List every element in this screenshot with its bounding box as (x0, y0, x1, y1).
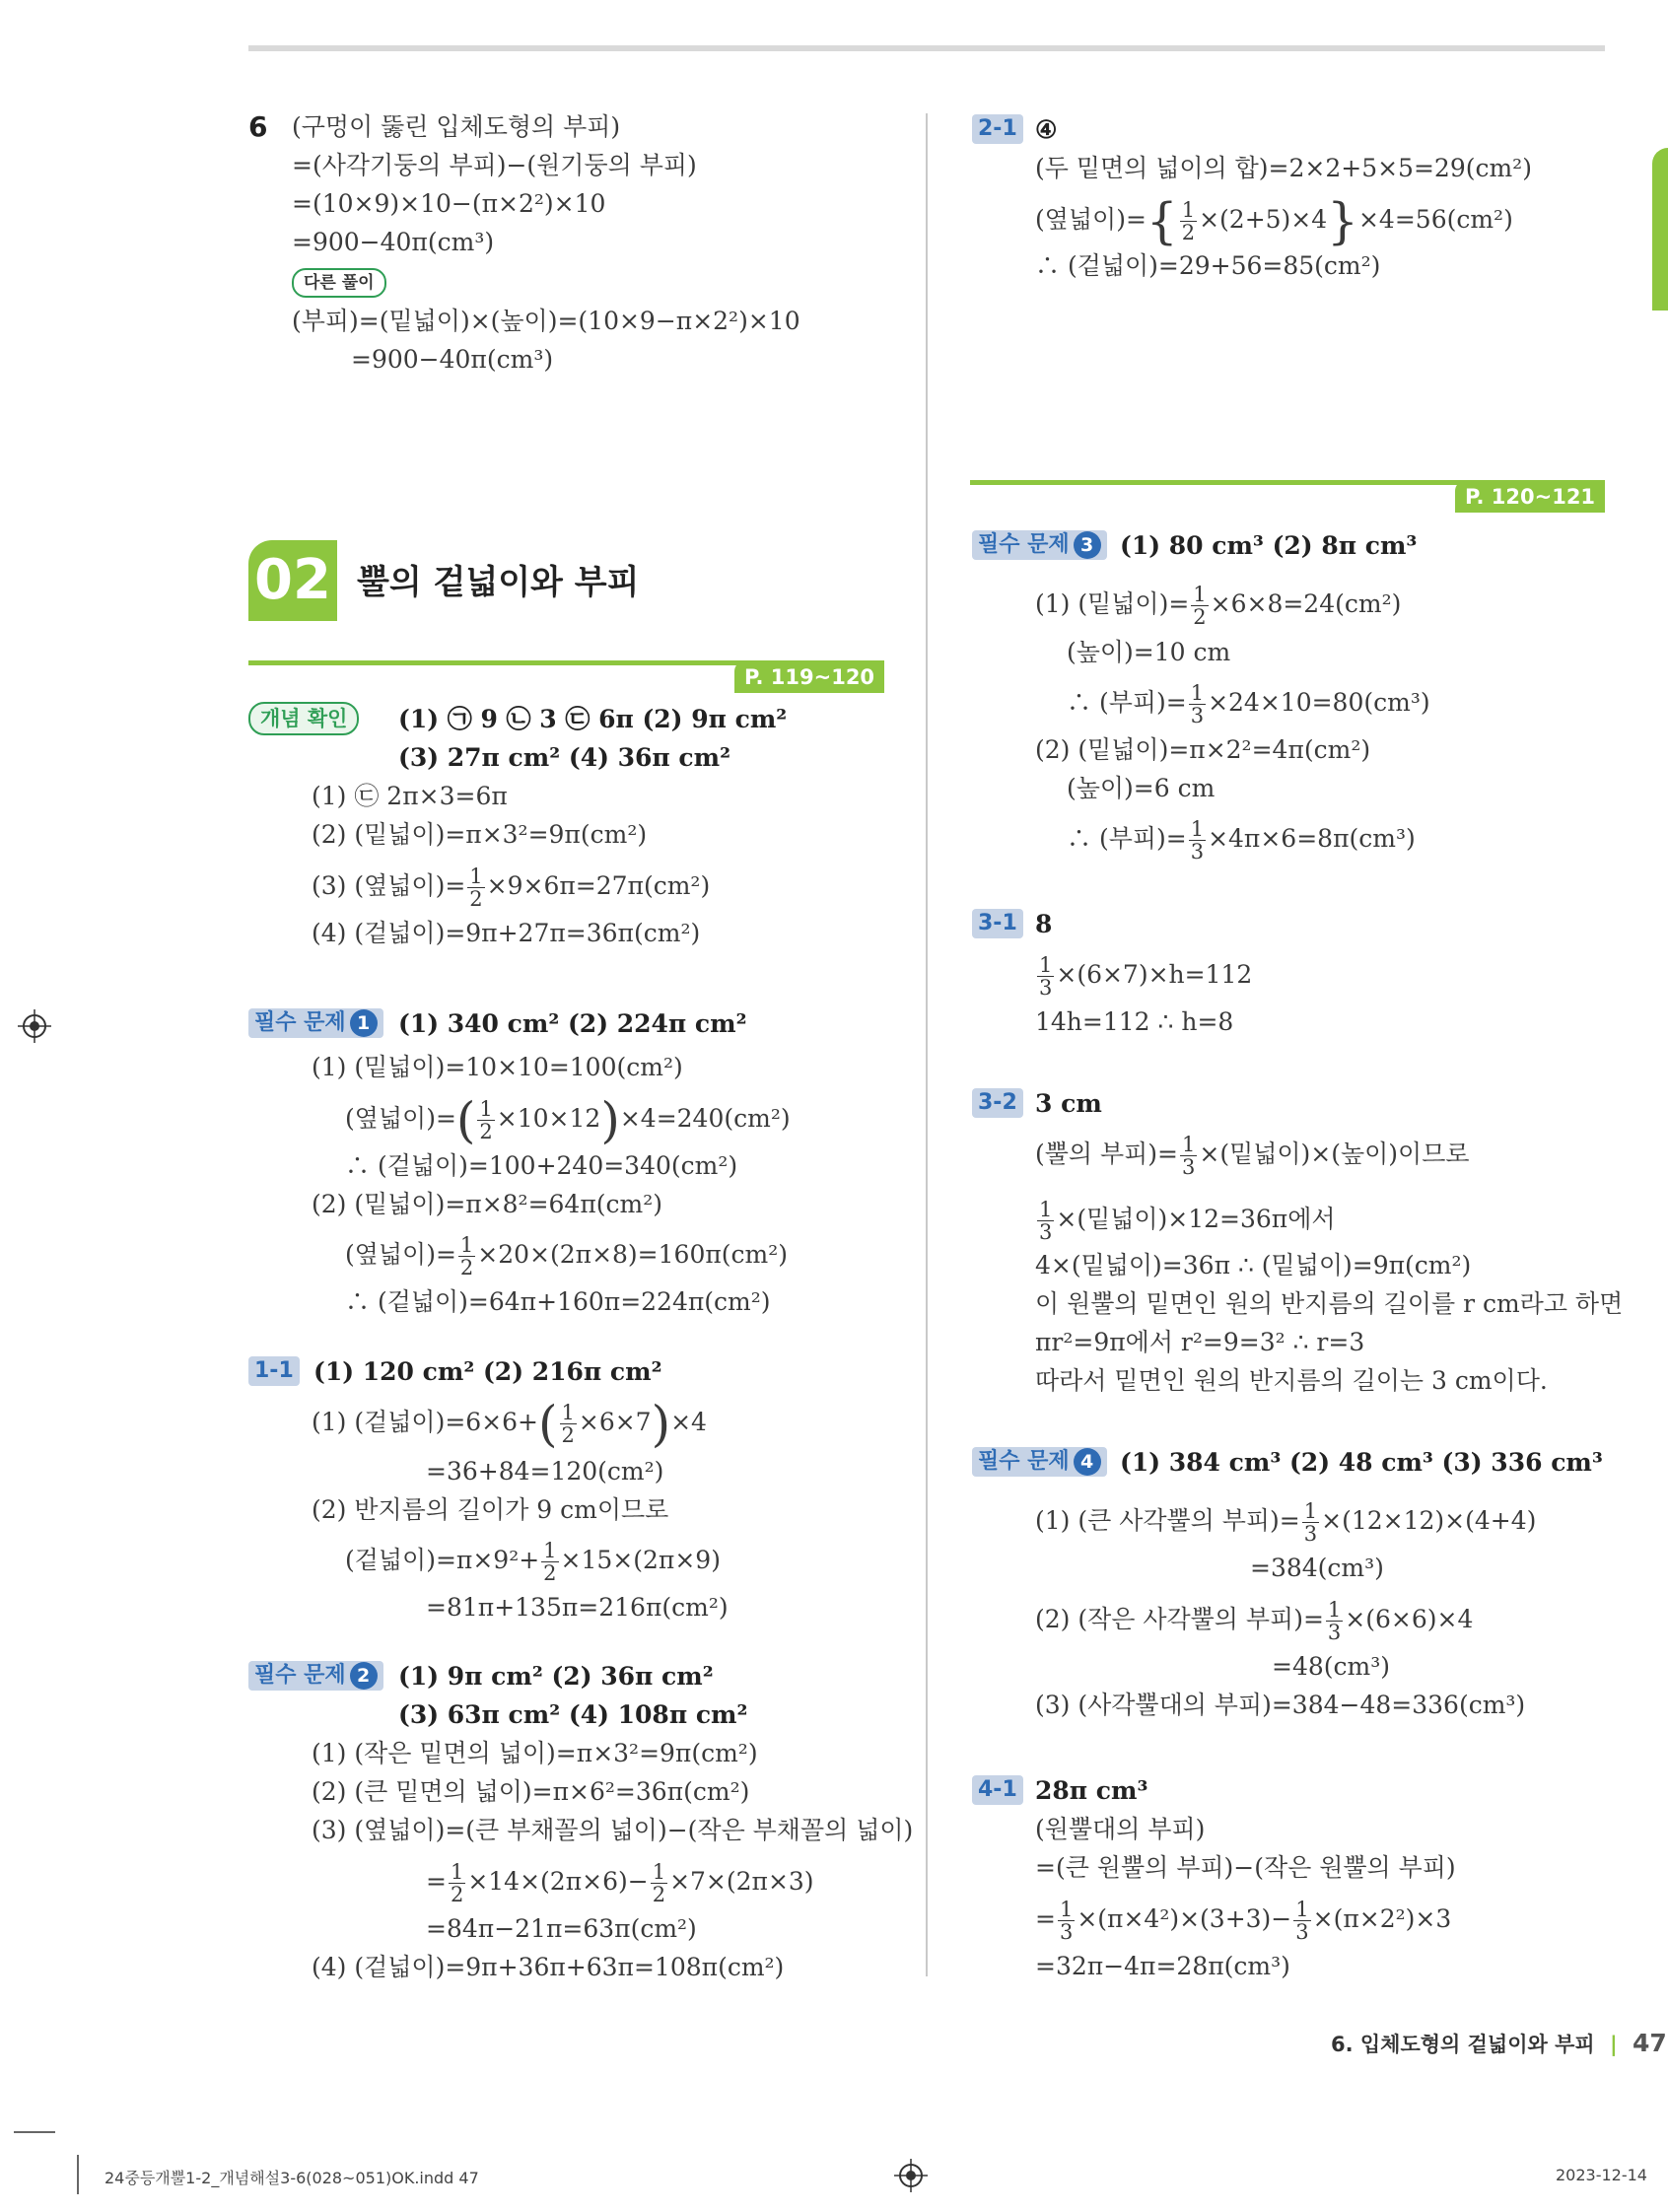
q2-sol-3: (3) (옆넓이)=(큰 부채꼴의 넓이)−(작은 부채꼴의 넓이) (312, 1816, 914, 1844)
q41-sol-1: (원뿔대의 부피) (1035, 1815, 1206, 1843)
q4-sol-2: =384(cm³) (1250, 1554, 1384, 1582)
crop-mark (77, 2155, 79, 2194)
top-rule (248, 45, 1605, 51)
required-problem-1-badge: 필수 문제 1 (248, 1008, 383, 1038)
p6-line-6: =900−40π(cm³) (351, 345, 554, 374)
q32-sol-5: πr²=9π에서 r²=9=3² ∴ r=3 (1035, 1328, 1365, 1356)
q11-sol-3: (2) 반지름의 길이가 9 cm이므로 (312, 1495, 669, 1524)
problem-number-6: 6 (248, 110, 268, 143)
chapter-title: 6. 입체도형의 겉넓이와 부피 (1331, 2033, 1595, 2056)
q4-sol-3: (2) (작은 사각뿔의 부피)= $\frac{1}{3}$ ×(6×6)×4 (1035, 1598, 1474, 1644)
fraction-half: $\frac{1}{2}$ (1193, 583, 1207, 629)
concept-sol-1: (1) ㉢ 2π×3=6π (312, 782, 508, 810)
q32-sol-6: 따라서 밑면인 원의 반지름의 길이는 3 cm이다. (1035, 1366, 1548, 1395)
q32-answer: 3 cm (1035, 1089, 1102, 1118)
q3-sol-5: (높이)=6 cm (1067, 774, 1216, 802)
p6-line-1: (구멍이 뚫린 입체도형의 부피) (292, 112, 621, 141)
file-slug: 24중등개뿔1-2_개념해설3-6(028~051)OK.indd 47 (104, 2169, 479, 2187)
q41-sol-4: =32π−4π=28π(cm³) (1035, 1952, 1290, 1980)
problem-4-1-badge: 4-1 (972, 1775, 1023, 1805)
concept-sol-4: (4) (겉넓이)=9π+27π=36π(cm²) (312, 919, 701, 947)
problem-2-1-badge: 2-1 (972, 114, 1023, 144)
chapter-side-tab (1652, 148, 1668, 311)
q32-sol-1: (뿔의 부피)= $\frac{1}{3}$ ×(밑넓이)×(높이)이므로 (1035, 1133, 1470, 1179)
q1-sol-3: ∴ (겉넓이)=100+240=340(cm²) (345, 1151, 738, 1180)
q41-sol-2: =(큰 원뿔의 부피)−(작은 원뿔의 부피) (1035, 1853, 1456, 1882)
problem-3-1-badge: 3-1 (972, 909, 1023, 938)
required-problem-2-badge: 필수 문제 2 (248, 1661, 383, 1691)
fraction-half: $\frac{1}{2}$ (543, 1539, 557, 1585)
q4-sol-4: =48(cm³) (1272, 1652, 1390, 1681)
alt-solution-badge: 다른 풀이 (292, 268, 386, 298)
page-range-tag-right: P. 120~121 (1455, 481, 1605, 513)
q11-sol-4: (겉넓이)=π×9²+ $\frac{1}{2}$ ×15×(2π×9) (345, 1539, 721, 1585)
registration-mark-icon (18, 1009, 51, 1043)
q41-sol-3: = $\frac{1}{3}$ ×(π×4²)×(3+3)− $\frac{1}{3}$ ×(π×2²)×3 (1035, 1898, 1452, 1944)
q1-answer: (1) 340 cm² (2) 224π cm² (398, 1009, 747, 1038)
q21-answer: ④ (1035, 115, 1058, 144)
registration-mark-icon (894, 2159, 928, 2192)
q3-sol-4: (2) (밑넓이)=π×2²=4π(cm²) (1035, 735, 1371, 764)
fraction-half: $\frac{1}{2}$ (469, 864, 483, 911)
fraction-half: $\frac{1}{2}$ (479, 1097, 493, 1143)
q11-answer: (1) 120 cm² (2) 216π cm² (313, 1357, 662, 1386)
crop-mark (14, 2131, 55, 2133)
q2-answer-1: (1) 9π cm² (2) 36π cm² (398, 1662, 714, 1691)
concept-check-badge: 개념 확인 (248, 702, 359, 735)
q4-sol-5: (3) (사각뿔대의 부피)=384−48=336(cm³) (1035, 1691, 1526, 1719)
q3-sol-1: (1) (밑넓이)= $\frac{1}{2}$ ×6×8=24(cm²) (1035, 583, 1402, 629)
section-title: 뿔의 겉넓이와 부피 (357, 563, 640, 602)
chapter-footer (1331, 2029, 1667, 2058)
q4-answer: (1) 384 cm³ (2) 48 cm³ (3) 336 cm³ (1120, 1448, 1603, 1477)
q3-sol-3: ∴ (부피)= $\frac{1}{3}$ ×24×10=80(cm³) (1067, 681, 1430, 727)
fraction-third: $\frac{1}{3}$ (1295, 1898, 1309, 1944)
q11-sol-5: =81π+135π=216π(cm²) (426, 1593, 729, 1622)
p6-line-2: =(사각기둥의 부피)−(원기둥의 부피) (292, 151, 697, 179)
q1-sol-1: (1) (밑넓이)=10×10=100(cm²) (312, 1053, 683, 1081)
q1-sol-2: (옆넓이)=( $\frac{1}{2}$ ×10×12)×4=240(cm²) (345, 1091, 791, 1149)
fraction-half: $\frac{1}{2}$ (1181, 198, 1196, 244)
q2-sol-6: (4) (겉넓이)=9π+36π+63π=108π(cm²) (312, 1953, 785, 1981)
q32-sol-2: $\frac{1}{3}$ ×(밑넓이)×12=36π에서 (1039, 1198, 1336, 1244)
q4-sol-1: (1) (큰 사각뿔의 부피)= $\frac{1}{3}$ ×(12×12)×(4+4) (1035, 1499, 1537, 1546)
q1-sol-6: ∴ (겉넓이)=64π+160π=224π(cm²) (345, 1287, 771, 1316)
fraction-half: $\frac{1}{2}$ (450, 1860, 464, 1906)
concept-sol-3-b: ×9×6π=27π(cm²) (486, 871, 711, 900)
column-divider (926, 113, 928, 1976)
fraction-third: $\frac{1}{3}$ (1327, 1598, 1342, 1644)
q3-answer: (1) 80 cm³ (2) 8π cm³ (1120, 531, 1418, 560)
page-number: 47 (1632, 2029, 1667, 2057)
fraction-third: $\frac{1}{3}$ (1059, 1898, 1074, 1944)
q11-sol-1: (1) (겉넓이)=6×6+( $\frac{1}{2}$ ×6×7)×4 (312, 1395, 707, 1453)
q2-sol-2: (2) (큰 밑면의 넓이)=π×6²=36π(cm²) (312, 1777, 750, 1806)
fraction-third: $\frac{1}{3}$ (1182, 1133, 1196, 1179)
concept-sol-3 (312, 865, 710, 910)
q2-sol-1: (1) (작은 밑면의 넓이)=π×3²=9π(cm²) (312, 1739, 758, 1767)
page-range-tag-left: P. 119~120 (734, 661, 884, 693)
print-date: 2023-12-14 (1556, 2166, 1647, 2184)
required-problem-3-badge: 필수 문제 3 (972, 530, 1107, 560)
q32-sol-3: 4×(밑넓이)=36π ∴ (밑넓이)=9π(cm²) (1035, 1251, 1472, 1279)
q2-sol-5: =84π−21π=63π(cm²) (426, 1914, 697, 1943)
section-number-block (248, 540, 337, 621)
fraction-half: $\frac{1}{2}$ (652, 1860, 666, 1906)
fraction-third: $\frac{1}{3}$ (1190, 681, 1205, 727)
q2-answer-2: (3) 63π cm² (4) 108π cm² (398, 1700, 748, 1729)
footer-separator: | (1609, 2033, 1618, 2056)
q3-sol-6: ∴ (부피)= $\frac{1}{3}$ ×4π×6=8π(cm³) (1067, 817, 1416, 864)
q11-sol-2: =36+84=120(cm²) (426, 1457, 664, 1486)
p6-line-4: =900−40π(cm³) (292, 228, 495, 256)
problem-1-1-badge: 1-1 (248, 1356, 300, 1386)
q3-sol-2: (높이)=10 cm (1067, 638, 1231, 666)
q21-sol-1: (두 밑면의 넓이의 합)=2×2+5×5=29(cm²) (1035, 154, 1532, 182)
fraction-third: $\frac{1}{3}$ (1190, 817, 1205, 864)
fraction-third: $\frac{1}{3}$ (1039, 953, 1053, 1000)
concept-answer-2: (3) 27π cm² (4) 36π cm² (398, 743, 731, 772)
problem-3-2-badge: 3-2 (972, 1088, 1023, 1118)
q31-sol-1: $\frac{1}{3}$ ×(6×7)×h=112 (1039, 953, 1253, 1000)
p6-line-5: (부피)=(밑넓이)×(높이)=(10×9−π×2²)×10 (292, 307, 800, 335)
required-problem-4-badge: 필수 문제 4 (972, 1447, 1107, 1477)
q31-answer: 8 (1035, 910, 1053, 938)
p6-line-3: =(10×9)×10−(π×2²)×10 (292, 189, 606, 218)
q31-sol-2: 14h=112 ∴ h=8 (1035, 1007, 1234, 1036)
fraction-third: $\frac{1}{3}$ (1039, 1198, 1053, 1244)
concept-answer-1: (1) ㉠ 9 ㉡ 3 ㉢ 6π (2) 9π cm² (398, 705, 788, 733)
q1-sol-4: (2) (밑넓이)=π×8²=64π(cm²) (312, 1190, 662, 1218)
fraction-half: $\frac{1}{2}$ (459, 1233, 474, 1279)
section-number: 02 (254, 548, 331, 612)
q21-sol-3: ∴ (겉넓이)=29+56=85(cm²) (1035, 251, 1381, 280)
q21-sol-2: (옆넓이)={ $\frac{1}{2}$ ×(2+5)×4}×4=56(cm²) (1035, 192, 1513, 250)
concept-sol-2: (2) (밑넓이)=π×3²=9π(cm²) (312, 820, 648, 849)
q1-sol-5: (옆넓이)= $\frac{1}{2}$ ×20×(2π×8)=160π(cm²) (345, 1233, 789, 1279)
fraction-third: $\frac{1}{3}$ (1303, 1499, 1318, 1546)
q41-answer: 28π cm³ (1035, 1776, 1148, 1805)
q2-sol-4: = $\frac{1}{2}$ ×14×(2π×6)− $\frac{1}{2}$ ×7×(2π×3) (426, 1860, 814, 1906)
concept-sol-3-a: (3) (옆넓이)= (312, 871, 466, 900)
q32-sol-4: 이 원뿔의 밑면인 원의 반지름의 길이를 r cm라고 하면 (1035, 1289, 1624, 1318)
fraction-half: $\frac{1}{2}$ (561, 1401, 575, 1447)
